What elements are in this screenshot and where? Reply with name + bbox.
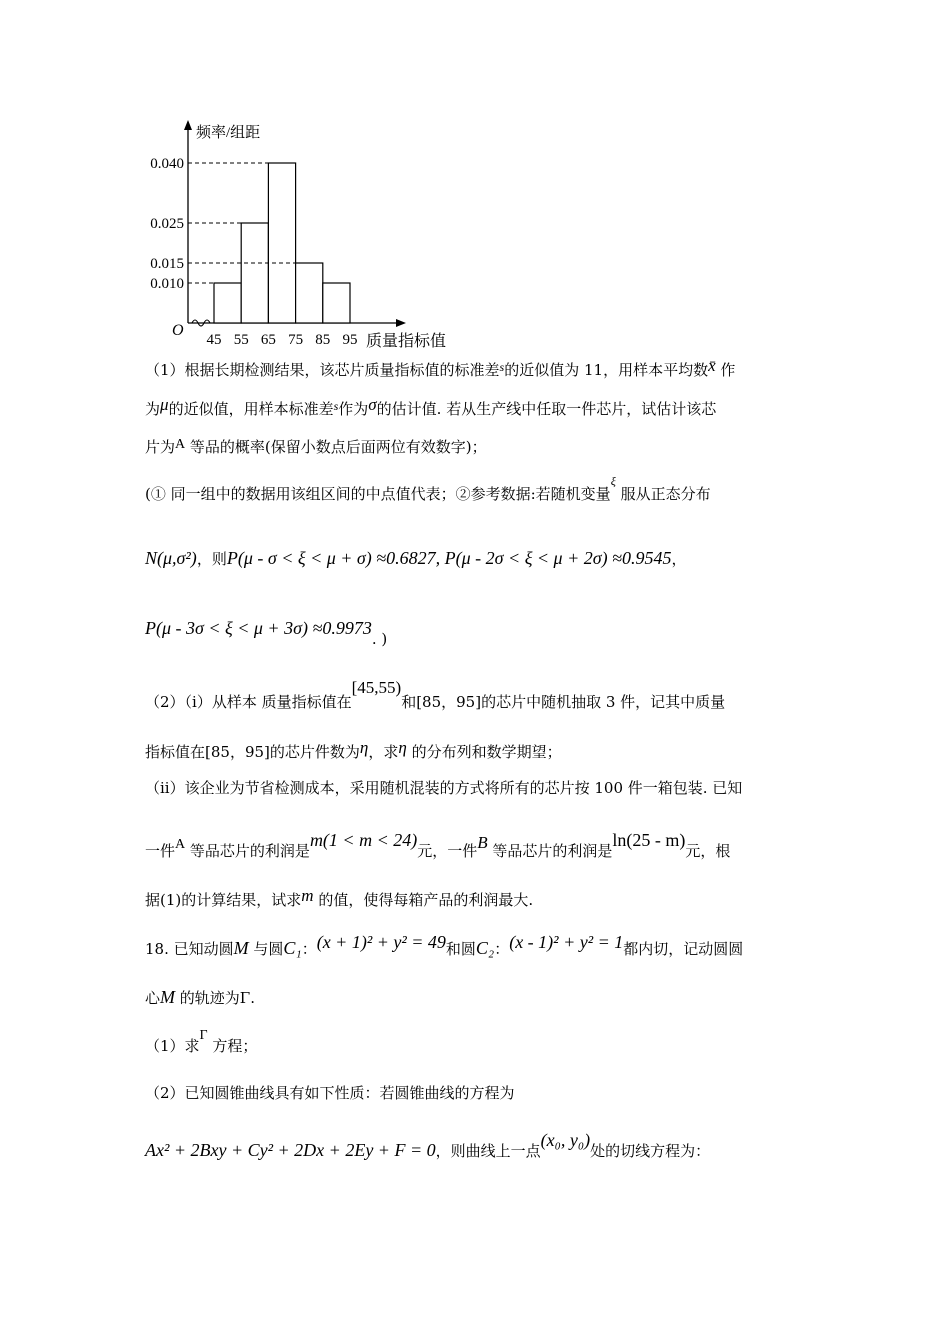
x-tick-label: 75 (288, 332, 304, 348)
x-tick-label: 65 (260, 332, 276, 348)
y-tick-label: 0.015 (150, 256, 184, 272)
histogram-bar-45-55 (214, 283, 241, 323)
y-tick-label: 0.040 (150, 156, 184, 172)
x-tick-label: 95 (342, 332, 358, 348)
problem18-q2-intro: （2）已知圆锥曲线具有如下性质：若圆锥曲线的方程为 (145, 1084, 515, 1102)
q2-line1: （2）（i）从样本 质量指标值在[45,55)和[85，95]的芯片中随机抽取 3 件，记其中质量 (145, 678, 726, 711)
y-tick-label: 0.025 (150, 216, 184, 232)
q2-line2: 指标值在[85，95]的芯片件数为η，求η 的分布列和数学期望； (145, 738, 562, 761)
problem18-q1: （1）求Γ 方程； (145, 1028, 258, 1055)
y-axis-arrow (184, 120, 192, 130)
q1-note-line: (① 同一组中的数据用该组区间的中点值代表；②参考数据:若随机变量$^\xi$ 服从正态分布 (145, 474, 711, 503)
histogram-bar-55-65 (241, 223, 268, 323)
histogram-bar-65-75 (268, 163, 295, 323)
x-axis-label: 质量指标值 (366, 333, 447, 350)
normal-dist-line2: P(μ - 3σ < ξ < μ + 3σ) ≈0.9973. ) (145, 618, 388, 648)
q2-ii-line3: 据(1)的计算结果，试求m 的值，使得每箱产品的利润最大. (145, 886, 534, 909)
y-axis-label: 频率/组距 (196, 125, 261, 141)
x-axis-arrow (396, 319, 406, 327)
histogram-bar-85-95 (323, 283, 350, 323)
histogram-bar-75-85 (296, 263, 323, 323)
problem18-line2: 心M 的轨迹为Γ. (145, 987, 255, 1007)
q1-line3: 片为A 等品的概率(保留小数点后面两位有效数字)； (145, 437, 487, 456)
origin-label: O (172, 322, 184, 339)
y-tick-label: 0.010 (150, 276, 184, 292)
conic-equation-line: Ax² + 2Bxy + Cy² + 2Dx + 2Ey + F = 0，则曲线上一点(x₀, y₀)处的切线方程为： (145, 1130, 711, 1160)
normal-dist-line: N(μ,σ²)，则P(μ - σ < ξ < μ + σ) ≈0.6827, P(μ - 2σ < ξ < μ + 2σ) ≈0.9545， (145, 548, 687, 568)
x-tick-label: 55 (233, 332, 249, 348)
q1-line2: 为μ的近似值，用样本标准差$^s$作为σ的估计值. 若从生产线中任取一件芯片，试估计该芯 (145, 395, 717, 418)
q1-line1: （1）根据长期检测结果，该芯片质量指标值的标准差$^s$的近似值为 11，用样本平均数x̄ 作 (145, 356, 736, 379)
q2-ii-line1: （ii）该企业为节省检测成本，采用随机混装的方式将所有的芯片按 100 件一箱包装. 已知 (145, 779, 743, 797)
problem18-line1: 18. 已知动圆M 与圆C₁：(x + 1)² + y² = 49和圆C₂：(x - 1)² + y² = 1都内切，记动圆圆 (145, 932, 744, 958)
x-tick-label: 85 (315, 332, 331, 348)
frequency-histogram (140, 115, 470, 350)
q2-ii-line2: 一件A 等品芯片的利润是m(1 < m < 24)元，一件B 等品芯片的利润是ln(25 - m)元，根 (145, 830, 731, 860)
x-tick-label: 45 (206, 332, 222, 348)
